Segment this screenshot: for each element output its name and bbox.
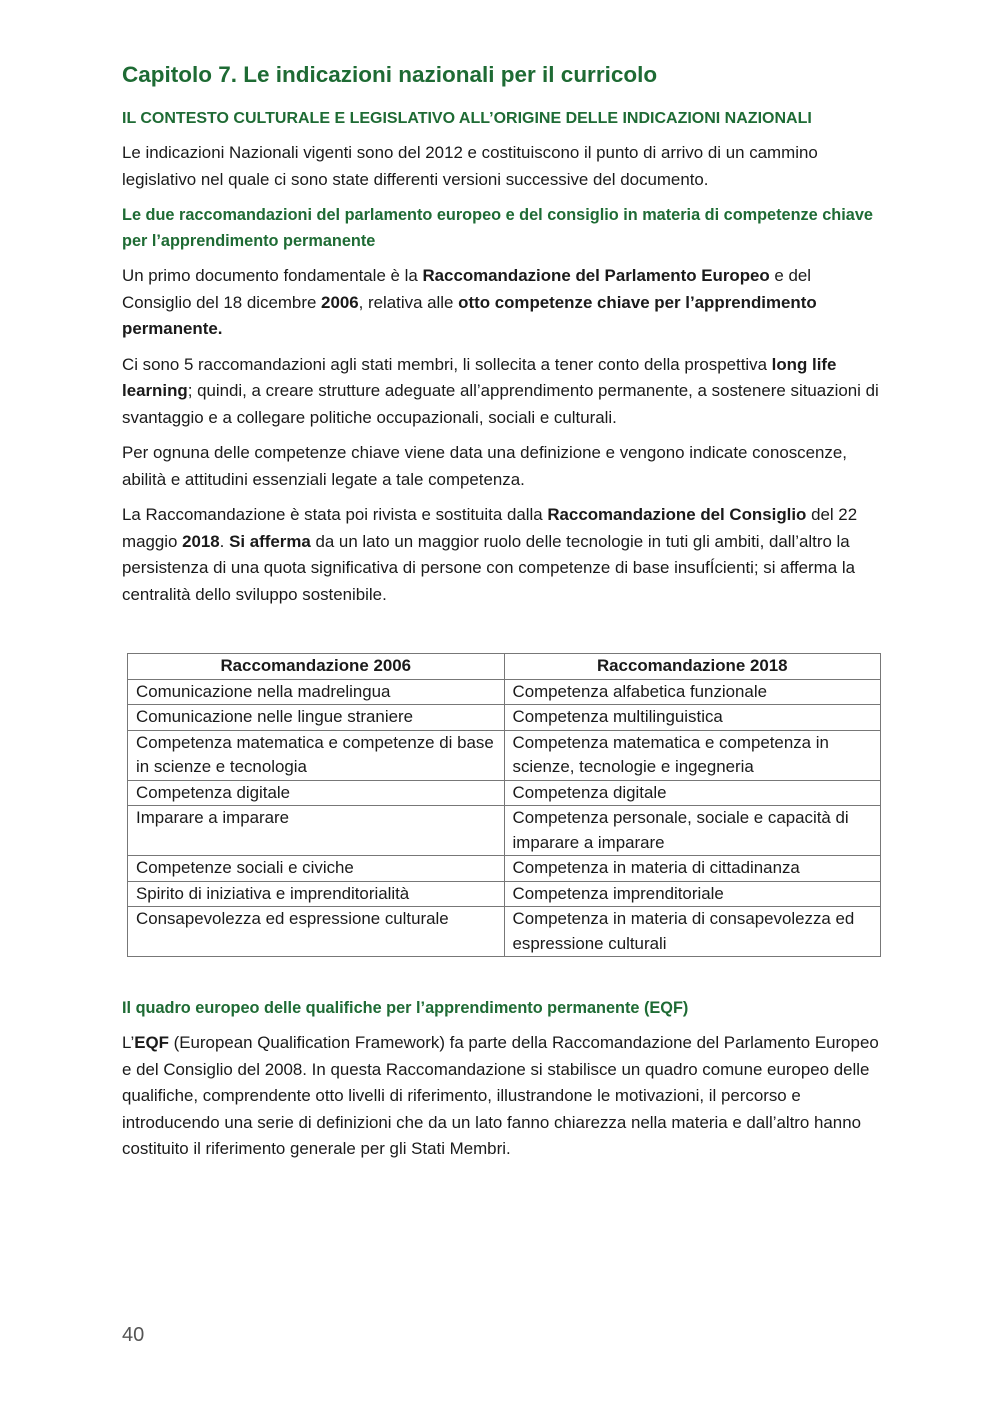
paragraph-2006 xyxy=(122,263,882,343)
table-cell: Imparare a imparare xyxy=(128,806,505,856)
paragraph-eqf xyxy=(122,1030,882,1163)
paragraph-recommendations xyxy=(122,352,882,432)
bold-run: EQF xyxy=(134,1033,169,1052)
paragraph-intro: Le indicazioni Nazionali vigenti sono del 2012 e costituiscono il punto di arrivo di un cammino legislativo nel quale ci sono state differenti versioni successive del documento. xyxy=(122,143,818,189)
table-cell: Spirito di iniziativa e imprenditorialità xyxy=(128,881,505,907)
table-row xyxy=(128,705,881,731)
table-row xyxy=(128,806,881,856)
column-header-2006: Raccomandazione 2006 xyxy=(128,654,505,680)
table-cell: Competenza digitale xyxy=(504,780,881,806)
bold-run: 2018 xyxy=(182,531,220,551)
text-run: Ci sono 5 raccomandazioni agli stati membri, li sollecita a tener conto della prospettiva xyxy=(122,354,772,374)
table-row xyxy=(128,730,881,780)
table-row xyxy=(128,679,881,705)
table-cell: Comunicazione nelle lingue straniere xyxy=(128,705,505,731)
text-run: . xyxy=(219,531,230,551)
text-run: ; quindi, a creare strutture adeguate all’apprendimento permanente, a sostenere situazioni di svantaggio e a collegare politiche occupazionali, sociali e culturali. xyxy=(122,381,879,427)
table-cell: Competenza alfabetica funzionale xyxy=(504,679,881,705)
paragraph-2018 xyxy=(122,502,882,608)
table-row xyxy=(128,780,881,806)
table-cell: Competenza matematica e competenza in scienze, tecnologie e ingegneria xyxy=(504,730,881,780)
text-run: da un lato un maggior ruolo delle tecnologie in tuti gli ambiti, dall’altro la persistenza di una quota significativa di persone con competenze di base insufÍcienti; si afferma la centralità dello sviluppo sostenibile. xyxy=(122,531,855,604)
table-cell: Competenza imprenditoriale xyxy=(504,881,881,907)
table-cell: Competenza digitale xyxy=(128,780,505,806)
table-cell: Comunicazione nella madrelingua xyxy=(128,679,505,705)
text-run: e del Consiglio del 18 dicembre xyxy=(122,266,812,312)
table-row xyxy=(128,856,881,882)
table-cell: Competenza personale, sociale e capacità di imparare a imparare xyxy=(504,806,881,856)
table-header-row xyxy=(128,654,881,680)
subheading-raccomandazioni: Le due raccomandazioni del parlamento europeo e del consiglio in materia di competenze chiave per l’apprendimento permanente xyxy=(122,206,873,250)
text-run: Un primo documento fondamentale è la xyxy=(122,266,423,285)
bold-run: Raccomandazione del Consiglio xyxy=(547,505,807,524)
table-cell: Competenza in materia di consapevolezza ed espressione culturali xyxy=(504,907,881,957)
bold-run: 2006 xyxy=(321,292,359,312)
page-content xyxy=(122,58,882,1172)
table-cell: Competenza matematica e competenze di base in scienze e tecnologia xyxy=(128,730,505,780)
text-run: , relativa alle xyxy=(358,292,459,312)
bold-run: long life learning xyxy=(122,354,837,400)
bold-run: Raccomandazione del Parlamento Europeo xyxy=(422,266,770,285)
chapter-title: Capitolo 7. Le indicazioni nazionali per il curricolo xyxy=(122,62,658,87)
bold-run: otto competenze chiave per l’apprendimento permanente. xyxy=(122,292,817,338)
paragraph-definitions: Per ognuna delle competenze chiave viene data una definizione e vengono indicate conoscenze, abilità e attitudini essenziali legate a tale competenza. xyxy=(122,443,847,489)
page-number: 40 xyxy=(122,1324,145,1346)
table-cell: Competenze sociali e civiche xyxy=(128,856,505,882)
table-cell: Consapevolezza ed espressione culturale xyxy=(128,907,505,957)
table-row xyxy=(128,881,881,907)
table-row xyxy=(128,907,881,957)
text-run: del 22 maggio xyxy=(122,505,858,551)
text-run: La Raccomandazione è stata poi rivista e sostituita dalla xyxy=(122,505,548,524)
table-cell: Competenza in materia di cittadinanza xyxy=(504,856,881,882)
section-heading: IL CONTESTO CULTURALE E LEGISLATIVO ALL’ORIGINE DELLE INDICAZIONI NAZIONALI xyxy=(122,110,812,127)
column-header-2018: Raccomandazione 2018 xyxy=(504,654,881,680)
text-run: (European Qualification Framework) fa parte della Raccomandazione del Parlamento Europeo e del Consiglio del 2008. In questa Raccomandazione si stabilisce un quadro comune europeo delle qualifiche, comprendente otto livelli di riferimento, illustrandone le motivazioni, il percorso e introducendo una serie di definizioni che da un lato fanno chiarezza nella materia e dall’altro hanno costituito il riferimento generale per gli Stati Membri. xyxy=(122,1033,879,1158)
bold-run: Si afferma xyxy=(229,531,311,551)
competences-comparison-table xyxy=(127,653,881,957)
text-run: L’ xyxy=(122,1033,135,1052)
subheading-eqf: Il quadro europeo delle qualifiche per l’apprendimento permanente (EQF) xyxy=(122,999,689,1017)
table-cell: Competenza multilinguistica xyxy=(504,705,881,731)
